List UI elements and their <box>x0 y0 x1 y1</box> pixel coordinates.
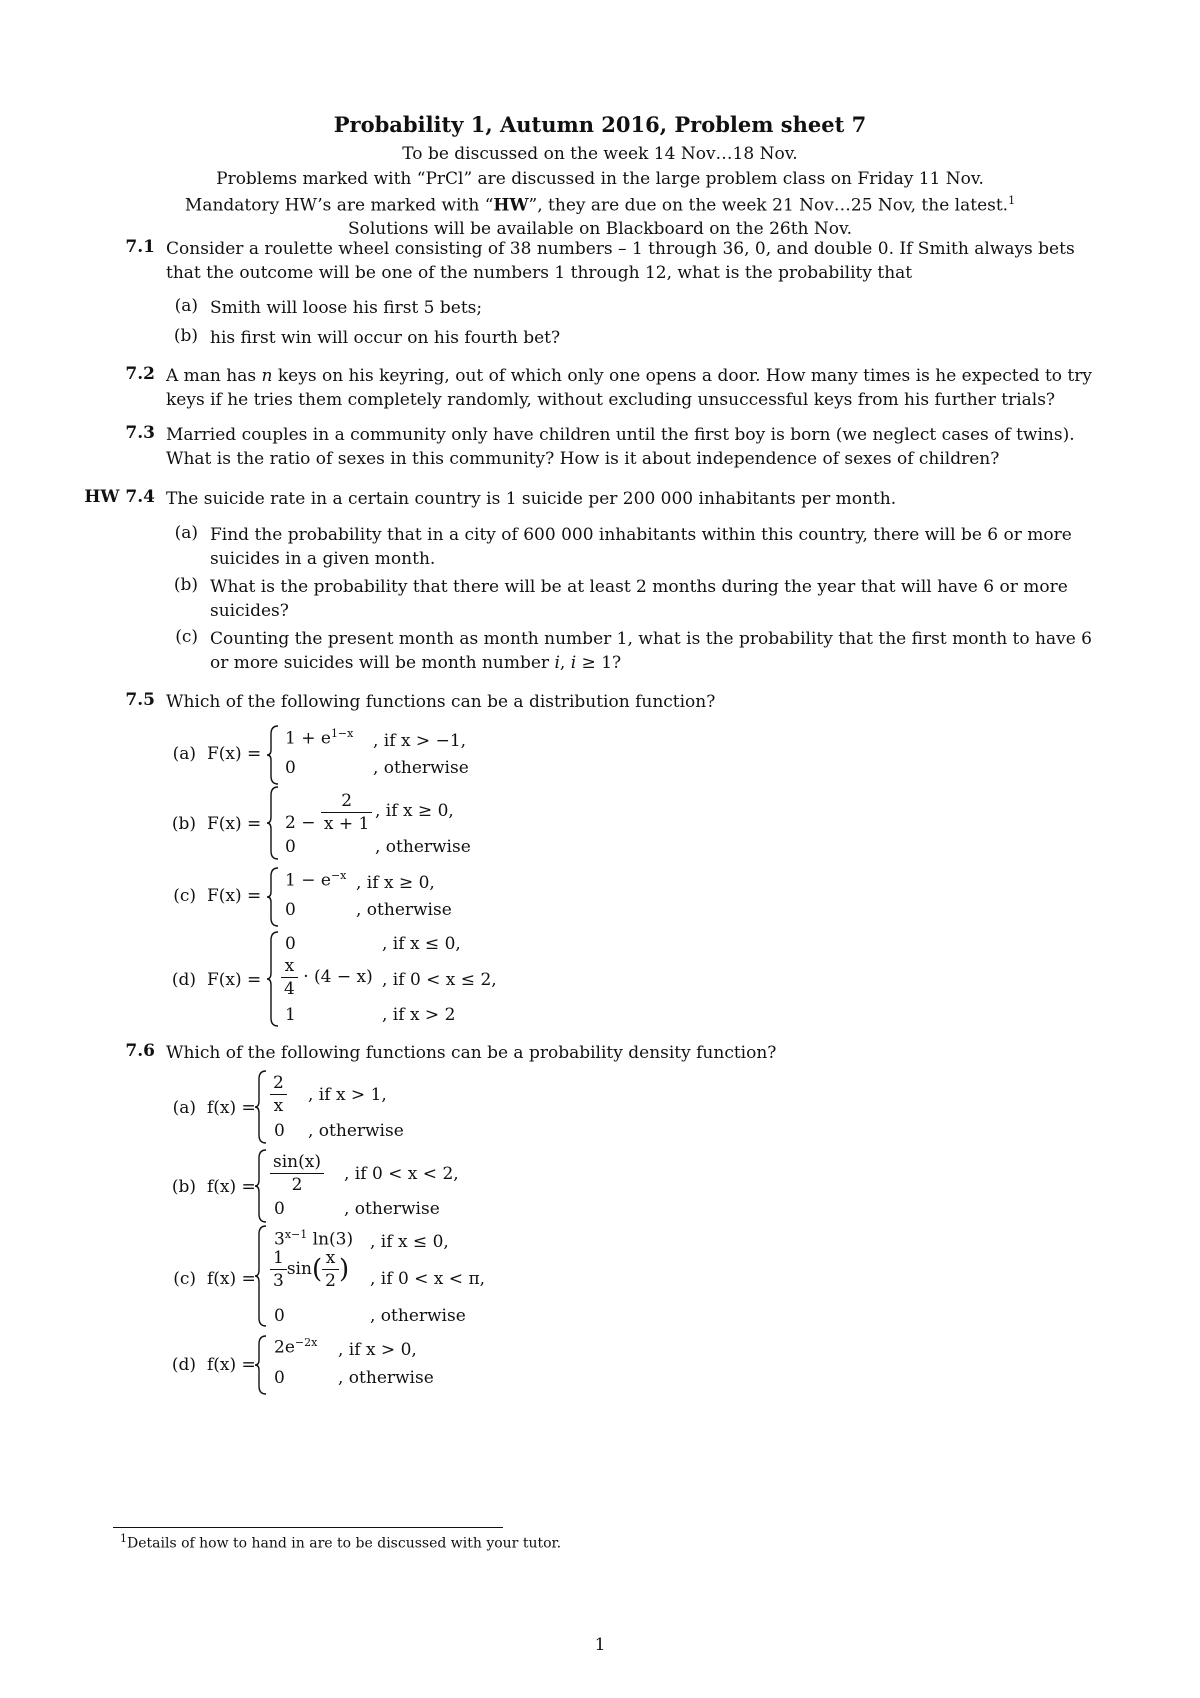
eq-7-6-d-cond-1: , if x > 0, <box>338 1340 417 1360</box>
eq-7-6-b-row-2: 0 <box>274 1199 285 1219</box>
problem-7-6-b-lhs: f(x) = <box>207 1177 256 1197</box>
brace-7-6-c <box>254 1224 268 1328</box>
eq-7-6-a-den: x <box>273 1096 284 1116</box>
eq-7-5-c-cond-1: , if x ≥ 0, <box>356 873 435 893</box>
eq-7-6-c-row-2 <box>270 1247 349 1292</box>
problem-7-4-b-label: (b) <box>173 575 198 595</box>
eq-7-6-c-r1: 3 <box>274 1229 285 1250</box>
eq-7-5-b-r1-pre: 2 − <box>285 813 316 833</box>
problem-7-5-d-lhs: F(x) = <box>207 970 262 990</box>
footnote-rule <box>113 1527 503 1528</box>
footnote-mark: 1 <box>120 1532 127 1545</box>
eq-7-5-a-row-1 <box>285 727 353 749</box>
eq-7-6-b-cond-2: , otherwise <box>344 1199 440 1219</box>
eq-7-6-b-row-1 <box>270 1151 324 1196</box>
eq-7-6-c-frac <box>270 1247 287 1292</box>
problem-7-5-d-label: (d) <box>171 970 196 990</box>
eq-7-6-a-cond-1: , if x > 1, <box>308 1085 387 1105</box>
problem-number-7-1: 7.1 <box>125 237 155 257</box>
eq-7-5-b-frac <box>321 790 372 835</box>
problem-7-6-c-lhs: f(x) = <box>207 1269 256 1289</box>
eq-7-5-d-frac <box>281 955 298 1000</box>
eq-7-6-c-row-3: 0 <box>274 1306 285 1326</box>
eq-7-5-d-cond-2: , if 0 < x ≤ 2, <box>382 970 497 990</box>
intro-line-4: Solutions will be available on Blackboard on the 26th Nov. <box>347 219 852 239</box>
problem-7-4-c-text-2: , <box>559 653 571 673</box>
page-number: 1 <box>594 1635 606 1655</box>
problem-7-2-text-2: keys on his keyring, out of which only one opens a door. How many times is he expected to try keys if he tries them completely randomly, without excluding unsuccessful keys from his further trials? <box>166 366 1092 410</box>
eq-7-5-d-row-3: 1 <box>285 1005 296 1025</box>
eq-7-6-c-paren-close: ) <box>338 1254 350 1285</box>
intro-line-1: To be discussed on the week 14 Nov…18 Nov. <box>402 144 798 164</box>
intro-line-3 <box>0 194 1200 216</box>
page-title: Probability 1, Autumn 2016, Problem sheet 7 <box>333 112 867 137</box>
brace-7-6-a <box>254 1069 268 1145</box>
eq-7-6-c-cond-3: , otherwise <box>370 1306 466 1326</box>
eq-7-5-d-cond-3: , if x > 2 <box>382 1005 456 1025</box>
problem-7-1-b-text: his first win will occur on his fourth bet? <box>210 328 561 348</box>
problem-number-7-4: HW 7.4 <box>84 487 155 507</box>
eq-7-6-a-cond-2: , otherwise <box>308 1121 404 1141</box>
var-i: i <box>554 653 560 673</box>
eq-7-5-d-row-2 <box>281 955 373 1000</box>
eq-7-6-d-row-1 <box>274 1336 317 1358</box>
problem-7-4-a-label: (a) <box>174 523 198 543</box>
problem-7-6-a-label: (a) <box>172 1098 196 1118</box>
problem-7-4-c-text-1: Counting the present month as month number 1, what is the probability that the first month to have 6 or more suicides will be month number <box>210 629 1092 673</box>
problem-7-1-text: Consider a roulette wheel consisting of 38 numbers – 1 through 36, 0, and double 0. If Smith always bets that the outcome will be one of the numbers 1 through 12, what is the probability that <box>166 239 1075 283</box>
problem-number-7-5: 7.5 <box>125 690 155 710</box>
problem-number-7-3: 7.3 <box>125 423 155 443</box>
problem-7-1-b-label: (b) <box>173 326 198 346</box>
eq-7-5-c-row-2: 0 <box>285 900 296 920</box>
var-i-2: i <box>570 653 577 673</box>
brace-7-6-b <box>254 1148 268 1224</box>
eq-7-5-d-cond-1: , if x ≤ 0, <box>382 934 461 954</box>
eq-7-6-a-row-1 <box>270 1072 287 1117</box>
eq-7-6-d-cond-2: , otherwise <box>338 1368 434 1388</box>
eq-7-6-c-inner-num: x <box>322 1247 339 1270</box>
problem-7-6-b-label: (b) <box>171 1177 196 1197</box>
eq-7-6-d-r1: 2e <box>274 1337 295 1358</box>
problem-7-5-b-label: (b) <box>171 814 196 834</box>
problem-7-1-a-label: (a) <box>174 296 198 316</box>
eq-7-6-b-den: 2 <box>291 1175 303 1195</box>
eq-7-5-b-row-2: 0 <box>285 837 296 857</box>
intro-line-3-c: ”, they are due on the week 21 Nov…25 Nov, the latest. <box>528 195 1009 216</box>
eq-7-6-c-cond-1: , if x ≤ 0, <box>370 1232 449 1252</box>
eq-7-5-d-num: x <box>281 955 298 978</box>
eq-7-6-a-frac <box>270 1072 287 1117</box>
eq-7-6-b-num: sin(x) <box>270 1151 324 1174</box>
eq-7-5-c-r1: 1 − e <box>285 870 331 891</box>
problem-7-5-c-lhs: F(x) = <box>207 886 262 906</box>
eq-7-5-b-den: x + 1 <box>323 814 370 834</box>
problem-7-4-b-text: What is the probability that there will be at least 2 months during the year that will have 6 or more suicides? <box>210 577 1068 621</box>
eq-7-6-a-row-2: 0 <box>274 1121 285 1141</box>
eq-7-6-d-row-2: 0 <box>274 1368 285 1388</box>
problem-7-1-a-text: Smith will loose his first 5 bets; <box>210 298 483 318</box>
eq-7-5-c-cond-2: , otherwise <box>356 900 452 920</box>
eq-7-5-a-r1-sup: 1−x <box>330 727 354 740</box>
brace-7-5-d <box>266 930 280 1028</box>
footnote-ref: 1 <box>1008 194 1016 207</box>
eq-7-6-c-paren-open: ( <box>311 1254 323 1285</box>
eq-7-5-b-row-1 <box>285 790 372 835</box>
problem-7-2-text <box>166 364 1101 412</box>
eq-7-6-b-cond-1: , if 0 < x < 2, <box>344 1164 459 1184</box>
eq-7-5-d-den: 4 <box>284 979 295 999</box>
brace-7-5-a <box>266 724 280 786</box>
problem-7-2-text-1: A man has <box>166 366 262 386</box>
eq-7-5-c-r1-sup: −x <box>330 869 347 882</box>
problem-7-6-d-label: (d) <box>171 1355 196 1375</box>
eq-7-6-c-inner-den: 2 <box>325 1271 336 1291</box>
eq-7-6-c-r1-post: ln(3) <box>307 1229 354 1250</box>
eq-7-6-d-r1-sup: −2x <box>294 1336 318 1349</box>
var-n: n <box>261 366 273 386</box>
eq-7-5-a-cond-1: , if x > −1, <box>373 731 467 751</box>
eq-7-5-d-r2: · (4 − x) <box>303 967 373 987</box>
problem-7-6-a-lhs: f(x) = <box>207 1098 256 1118</box>
footnote-text: Details of how to hand in are to be discussed with your tutor. <box>127 1535 562 1552</box>
problem-7-5-text: Which of the following functions can be a distribution function? <box>166 692 716 712</box>
problem-7-3-text: Married couples in a community only have children until the first boy is born (we neglect cases of twins). What is the ratio of sexes in this community? How is it about independence of sexes of children? <box>166 425 1075 469</box>
footnote <box>120 1532 561 1552</box>
eq-7-5-a-cond-2: , otherwise <box>373 758 469 778</box>
problem-number-7-2: 7.2 <box>125 364 155 384</box>
eq-7-6-c-sin: sin <box>286 1259 312 1279</box>
intro-line-3-a: Mandatory HW’s are marked with “ <box>184 195 494 216</box>
eq-7-6-c-num: 1 <box>270 1247 287 1270</box>
problem-number-7-6: 7.6 <box>125 1041 155 1061</box>
eq-7-5-d-row-1: 0 <box>285 934 296 954</box>
eq-7-5-a-row-2: 0 <box>285 758 296 778</box>
problem-7-4-c-text-3: ≥ 1? <box>576 653 622 673</box>
problem-7-6-text: Which of the following functions can be a probability density function? <box>166 1043 777 1063</box>
problem-7-5-a-lhs: F(x) = <box>207 744 262 764</box>
problem-7-4-a-text: Find the probability that in a city of 600 000 inhabitants within this country, there will be 6 or more suicides in a given month. <box>210 525 1072 569</box>
problem-7-5-b-lhs: F(x) = <box>207 814 262 834</box>
eq-7-6-c-den: 3 <box>273 1271 284 1291</box>
eq-7-5-b-cond-1: , if x ≥ 0, <box>375 801 454 821</box>
problem-7-4-c-label: (c) <box>175 627 198 647</box>
eq-7-6-a-num: 2 <box>270 1072 287 1095</box>
eq-7-5-b-cond-2: , otherwise <box>375 837 471 857</box>
eq-7-6-c-r1-sup: x−1 <box>284 1228 308 1241</box>
intro-line-2: Problems marked with “PrCl” are discussed in the large problem class on Friday 11 Nov. <box>216 169 984 189</box>
eq-7-5-c-row-1 <box>285 869 346 891</box>
hw-mark: HW <box>493 195 529 216</box>
problem-7-5-a-label: (a) <box>172 744 196 764</box>
problem-7-5-c-label: (c) <box>173 886 196 906</box>
eq-7-5-b-num: 2 <box>321 790 372 813</box>
problem-7-4-text: The suicide rate in a certain country is 1 suicide per 200 000 inhabitants per month. <box>166 489 897 509</box>
brace-7-5-b <box>266 785 280 861</box>
brace-7-6-d <box>254 1334 268 1396</box>
brace-7-5-c <box>266 866 280 928</box>
problem-7-6-c-label: (c) <box>173 1269 196 1289</box>
eq-7-6-b-frac <box>270 1151 324 1196</box>
problem-7-6-d-lhs: f(x) = <box>207 1355 256 1375</box>
problem-7-4-c-text <box>210 627 1102 675</box>
eq-7-5-a-r1: 1 + e <box>285 728 331 749</box>
eq-7-6-c-cond-2: , if 0 < x < π, <box>370 1269 486 1289</box>
eq-7-6-c-inner-frac <box>322 1247 339 1292</box>
